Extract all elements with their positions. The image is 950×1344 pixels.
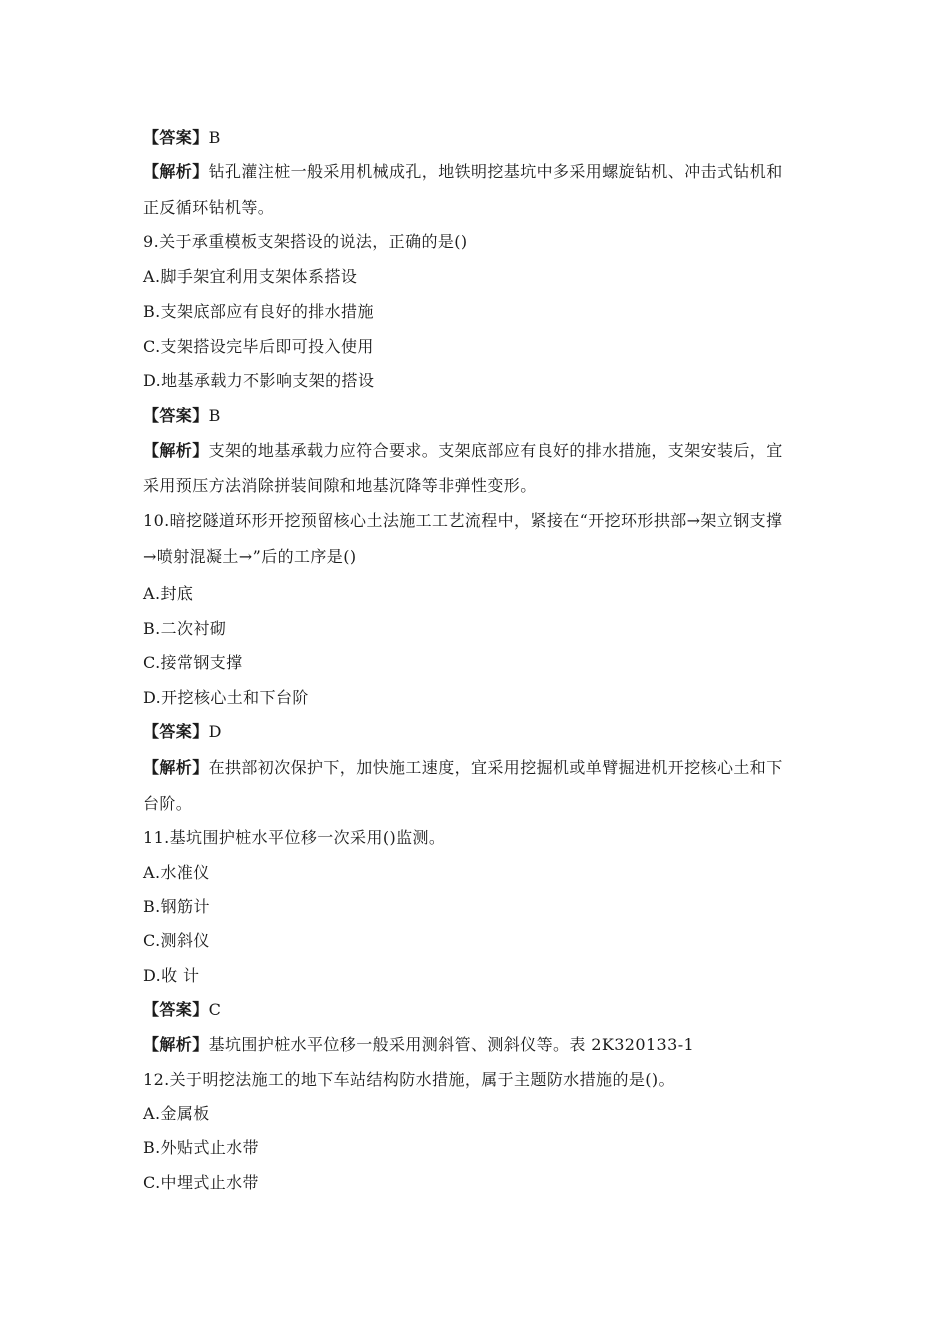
question-11: 11.基坑围护桩水平位移一次采用()监测。 [143,828,446,847]
question-10: 10.暗挖隧道环形开挖预留核心土法施工工艺流程中，紧接在“开挖环形拱部→架立钢支撑 [143,511,783,530]
answer-value: B [208,406,221,425]
analysis-line [143,1035,823,1055]
analysis-label: 【解析】 [143,758,209,777]
analysis-text: 基坑围护桩水平位移一般采用测斜管、测斜仪等。表 2K320133-1 [208,1035,695,1054]
answer-line [143,722,823,742]
option-c: C.中埋式止水带 [143,1173,259,1192]
option-a: A.金属板 [143,1104,210,1123]
answer-value: C [208,1000,222,1019]
analysis-line [143,162,823,182]
analysis-text: 支架的地基承载力应符合要求。支架底部应有良好的排水措施，支架安装后，宜 [208,441,783,460]
option-b: B.外贴式止水带 [143,1138,260,1157]
option-d: D.开挖核心土和下台阶 [143,688,309,707]
analysis-label: 【解析】 [143,162,209,181]
option-c: C.接常钢支撑 [143,653,243,672]
option-b: B.钢筋计 [143,897,210,916]
option-a: A.脚手架宜利用支架体系搭设 [143,267,358,286]
answer-label: 【答案】 [143,128,209,147]
analysis-label: 【解析】 [143,1035,209,1054]
analysis-line [143,441,823,461]
answer-line [143,406,823,426]
answer-value: D [208,722,222,741]
text-line: 正反循环钻机等。 [143,198,275,217]
analysis-text: 钻孔灌注桩一般采用机械成孔，地铁明挖基坑中多采用螺旋钻机、冲击式钻机和 [208,162,783,181]
option-a: A.封底 [143,584,194,603]
text-line: 采用预压方法消除拼装间隙和地基沉降等非弹性变形。 [143,476,537,495]
answer-label: 【答案】 [143,406,209,425]
answer-label: 【答案】 [143,1000,209,1019]
analysis-label: 【解析】 [143,441,209,460]
text-line: 台阶。 [143,794,193,813]
question-9: 9.关于承重模板支架搭设的说法，正确的是() [143,232,468,251]
analysis-line [143,758,823,778]
question-10-cont: →喷射混凝土→”后的工序是() [143,547,357,566]
answer-value: B [208,128,221,147]
option-c: C.测斜仪 [143,931,210,950]
question-12: 12.关于明挖法施工的地下车站结构防水措施，属于主题防水措施的是()。 [143,1070,675,1089]
answer-line [143,128,823,148]
option-d: D.地基承载力不影响支架的搭设 [143,371,375,390]
option-b: B.二次衬砌 [143,619,227,638]
option-d: D.收 计 [143,966,200,985]
analysis-text: 在拱部初次保护下，加快施工速度，宜采用挖掘机或单臂掘进机开挖核心土和下 [208,758,783,777]
option-b: B.支架底部应有良好的排水措施 [143,302,374,321]
option-a: A.水准仪 [143,863,210,882]
option-c: C.支架搭设完毕后即可投入使用 [143,337,374,356]
answer-label: 【答案】 [143,722,209,741]
answer-line [143,1000,823,1020]
